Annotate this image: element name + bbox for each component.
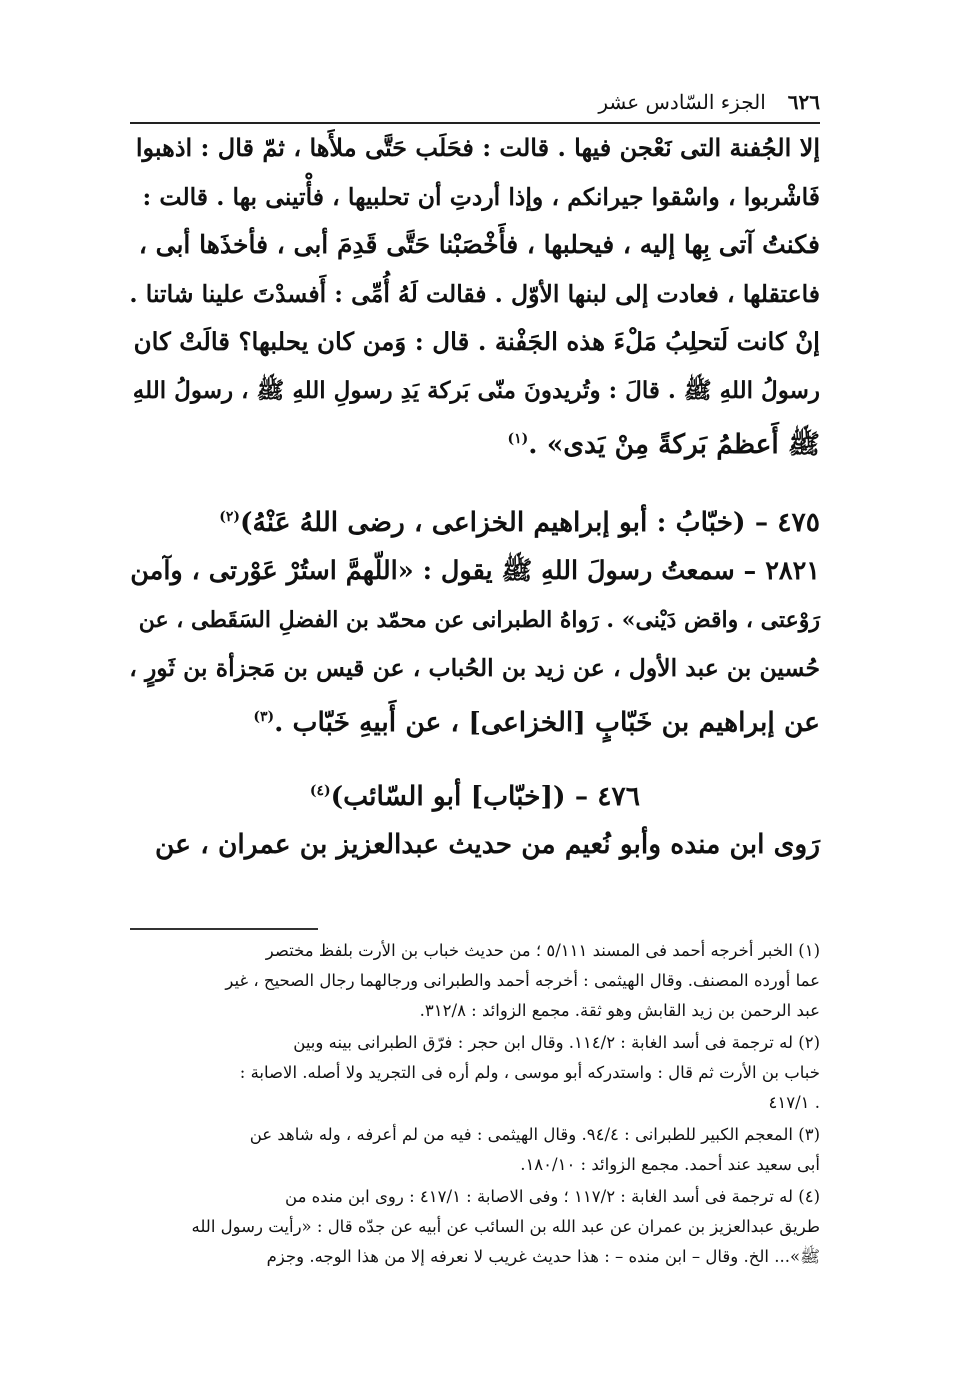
- book-page: [129, 78, 820, 1266]
- text-line-content: ﷺ أَعظمُ بَركةً مِنْ يَدى» .: [528, 428, 820, 460]
- text-line: [130, 415, 820, 469]
- entry-476-text: [130, 821, 820, 870]
- footnote-line: (٣) المعجم الكبير للطبرانى : ٩٤/٤. وقال الهيثمى : فيه من لم أعرفه ، وله شاهد عن: [249, 1125, 820, 1144]
- text-line: رسولُ اللهِ ﷺ . قالَ : وتُريدونَ منّى بَركة يَدِ رسولِ اللهِ ﷺ ، رسولُ اللهِ: [132, 376, 820, 404]
- footnote-3: [130, 1120, 820, 1180]
- footnote-line: عبد الرحمن بن زيد القابش وهو ثقة. مجمع الزوائد : ٣١٢/٨.: [419, 1001, 820, 1020]
- hadith-2821: [130, 547, 820, 747]
- text-line: إلا الجُفنة التى نَعْجن فيها . قالت : فحَلَب حَتَّى ملأَها ، ثمّ قال : اذهبوا: [135, 133, 820, 162]
- footnote-ref: (٤): [309, 782, 331, 799]
- footnote-1: [130, 936, 820, 1026]
- page-number: ٦٢٦: [787, 90, 820, 114]
- entry-heading-476: [130, 767, 820, 821]
- footnote-ref: (٣): [253, 708, 275, 725]
- hadith-paragraph: [130, 124, 820, 469]
- running-header: [130, 78, 820, 124]
- entry-heading-475: [130, 493, 820, 547]
- text-line: فكنتُ آتى بِها إليه ، فيحلبها ، فأَخْصَبْنا حَتَّى قَدِمَ أبى ، فأخذَها أبى ،: [138, 230, 820, 259]
- text-line: حُسين بن عبد الأول ، عن زيد بن الحُباب ، عن قيس بن مَجزأة بن ثَورٍ ،: [129, 654, 820, 683]
- footnote-separator: [130, 928, 318, 930]
- entry-title: ٤٧٥ – (خبّابُ : أبو إبراهيم الخزاعى ، رضى اللهُ عَنْهُ): [239, 507, 820, 539]
- text-line: رَوْعتى ، واقض دَيْنى» . رَواهُ الطبرانى عن محمّد بن الفضلِ السَقَطى ، عن: [138, 606, 820, 633]
- footnotes: [130, 928, 820, 1274]
- footnote-line: . ٤١٧/١: [768, 1093, 820, 1112]
- entry-title: ٤٧٦ – ([خبّاب] أبو السّائب): [330, 780, 640, 812]
- footnote-2: [130, 1028, 820, 1118]
- footnote-4: [130, 1182, 820, 1272]
- footnote-line: عما أورده المصنف. وقال الهيثمى : أخرجه أحمد والطبرانى ورجالهما رجال الصحيح ، غير: [225, 971, 820, 990]
- text-line: [130, 693, 820, 747]
- main-text: [130, 124, 820, 869]
- footnote-ref: (٢): [219, 509, 240, 526]
- footnote-ref: (١): [507, 431, 529, 447]
- footnote-line: طريق عبدالعزيز بن عمران عن عبد الله بن السائب عن أبيه عن جدّه قال : «رأيت رسول الله: [191, 1217, 820, 1236]
- footnote-line: خباب بن الأرت ثم قال : واستدركه أبو موسى ، ولم أره فى التجريد ولا أصله. الاصابة :: [239, 1063, 820, 1082]
- footnote-line: (٤) له ترجمة فى أسد الغابة : ١١٧/٢ ؛ وفى الاصابة : ٤١٧/١ : روى ابن منده من: [285, 1187, 820, 1206]
- text-line-content: عن إبراهيم بن خَبّابٍ [الخزاعى] ، عن أَبيهِ خَبّاب .: [274, 706, 820, 738]
- text-line: ٢٨٢١ – سمعتُ رسولَ اللهِ ﷺ يقول : «اللّهمَّ استُرْ عَوْرتى ، وآمن: [130, 556, 820, 587]
- text-line: إنْ كانت لَتحلِبُ مَلْءَ هذه الجَفْنة . قال : وَمن كان يحلبها؟ قالَتْ كان: [133, 327, 820, 356]
- text-line: فاعتقلها ، فعادت إلى لبنها الأوّل . فقالت لَهُ أُمِّى : أَفسدْتَ علينا شاتنا .: [129, 279, 820, 308]
- footnote-line: ﷺ»... الخ. وقال – ابن منده – : هذا حديث غريب لا نعرفه إلا من هذا الوجه. وجزم: [266, 1247, 820, 1266]
- footnote-line: (١) الخبر أخرجه أحمد فى المسند ٥/١١١ ؛ من حديث خباب بن الأرت بلفظ مختصر: [265, 941, 820, 960]
- footnote-line: أبى سعيد عند أحمد. مجمع الزوائد : ١٨٠/١٠.: [520, 1155, 820, 1174]
- footnote-line: (٢) له ترجمة فى أسد الغابة : ١١٤/٢. وقال ابن حجر : فرّق الطبرانى بينه وبين: [293, 1033, 820, 1052]
- text-line: فَاشْربوا ، واسْقوا جيرانكم ، وإذا أردتِ أن تحلبيها ، فأْتينى بها . قالت :: [142, 182, 820, 211]
- text-line: رَوى ابن منده وأبو نُعيم من حديث عبدالعزيز بن عمران ، عن: [154, 828, 820, 860]
- part-title: الجزء السّادس عشر: [598, 90, 766, 114]
